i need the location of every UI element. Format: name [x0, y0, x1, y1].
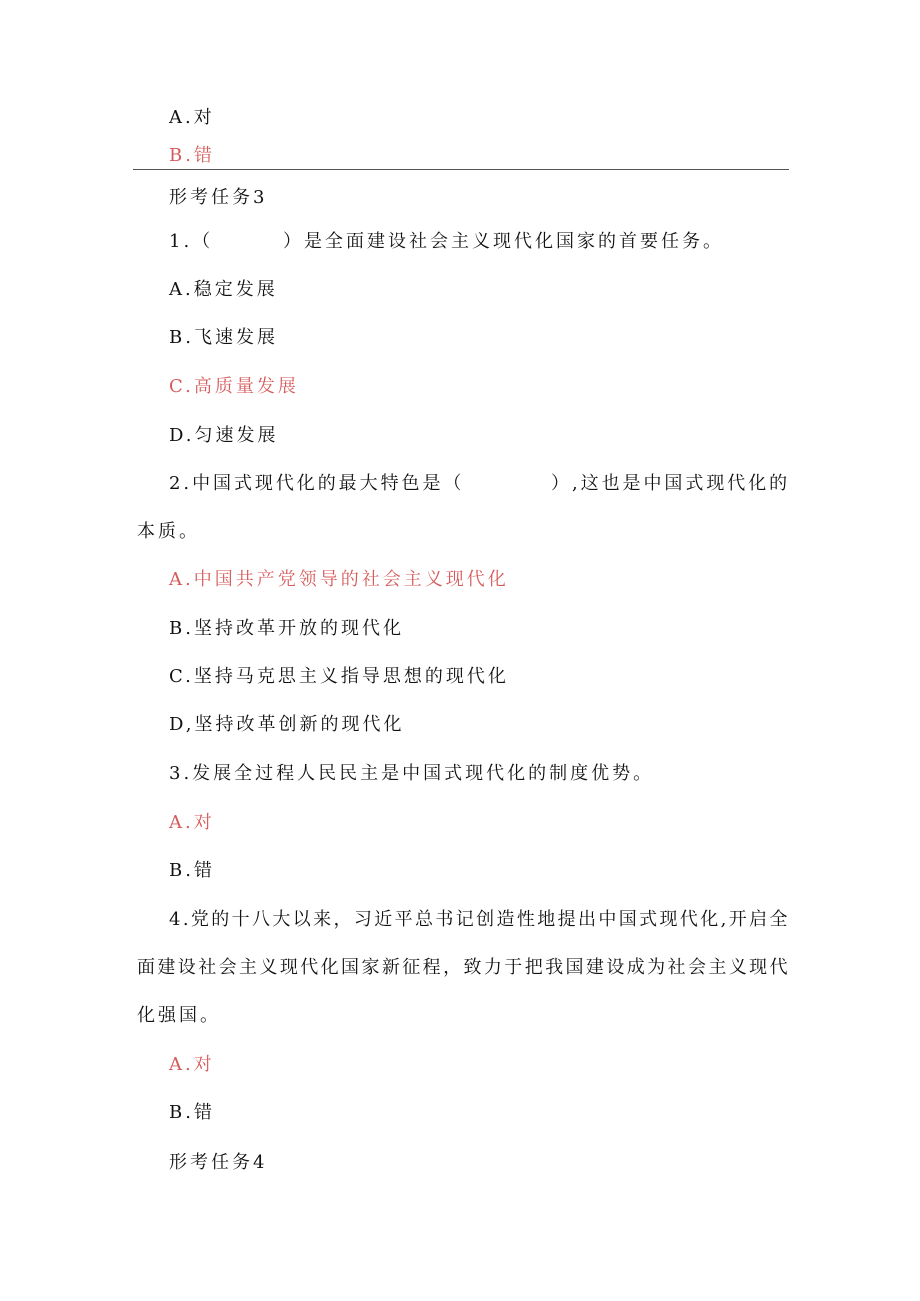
- q1-option-b: B.飞速发展: [169, 327, 278, 348]
- q1-stem: 1.（ ）是全面建设社会主义现代化国家的首要任务。: [169, 231, 724, 252]
- q1-option-a: A.稳定发展: [169, 279, 278, 300]
- q2-option-d: D,坚持改革创新的现代化: [169, 714, 405, 735]
- task3-heading: 形考任务3: [169, 187, 268, 208]
- option-b-correct: B.错: [169, 145, 215, 166]
- q4-option-b: B.错: [169, 1102, 215, 1123]
- q2-option-b: B.坚持改革开放的现代化: [169, 618, 404, 639]
- q4-stem-line2: 面建设社会主义现代化国家新征程，致力于把我国建设成为社会主义现代: [137, 957, 790, 978]
- q3-stem: 3.发展全过程人民民主是中国式现代化的制度优势。: [169, 763, 655, 784]
- q1-option-d: D.匀速发展: [169, 425, 279, 446]
- q2-option-a-correct: A.中国共产党领导的社会主义现代化: [169, 569, 509, 590]
- q4-stem-line3: 化强国。: [137, 1005, 221, 1026]
- option-a: A.对: [169, 107, 215, 128]
- q2-stem-line2: 本质。: [137, 521, 200, 542]
- q1-option-c-correct: C.高质量发展: [169, 376, 299, 397]
- q3-option-b: B.错: [169, 860, 215, 881]
- q4-stem-line1: 4.党的十八大以来，习近平总书记创造性地提出中国式现代化,开启全: [169, 909, 790, 930]
- q4-option-a-correct: A.对: [169, 1054, 215, 1075]
- divider-line: [133, 169, 789, 170]
- q2-option-c: C.坚持马克思主义指导思想的现代化: [169, 666, 509, 687]
- task4-heading: 形考任务4: [169, 1152, 268, 1173]
- q2-stem-line1: 2.中国式现代化的最大特色是（ ）,这也是中国式现代化的: [169, 473, 791, 494]
- q3-option-a-correct: A.对: [169, 812, 215, 833]
